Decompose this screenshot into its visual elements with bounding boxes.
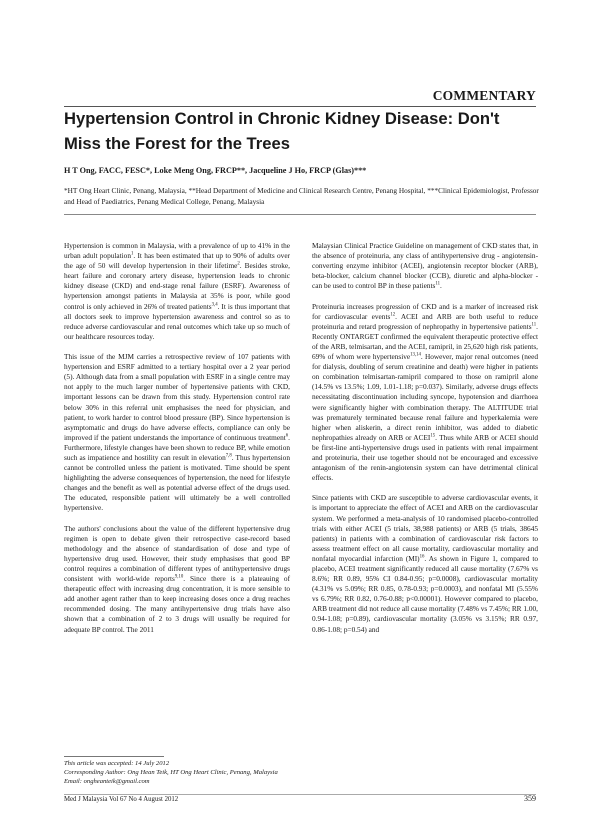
paragraph: The authors' conclusions about the value of the different hypertensive drug regimen is open to debate given their retrospective case-record based methodology and the absence of standardisation of dose and type of hypertensive drug used. However, their study emphasises that good BP control requires a combination of different types of antihypertensive drugs consistent with world-wide reports$^{9,10}$. Since there is a plateauing of therapeutic effect with increasing drug concentration, it is more sensible to add another agent rather than to keep increasing doses once a drug reaches recommended dosing. The many antihypertensive drug trials have also shown that a combination of 2 to 3 drugs will usually be required for adequate BP control. The 2011 (64, 523, 291, 634)
section-label: COMMENTARY (432, 88, 536, 103)
accepted-date: This article was accepted: 14 July 2012 (64, 760, 170, 767)
footnote-rule (64, 756, 164, 757)
paragraph: Malaysian Clinical Practice Guideline on management of CKD states that, in the absence of proteinuria, any class of antihypertensive drug - angiotensin-converting enzyme inhibitor (ACEI), angiotensin receptor blocker (ARB), beta-blocker, calcium channel blocker (CCB), diuretic and alpha-blocker - can be used to control BP in these patients$^{11}$. (312, 241, 538, 291)
journal-citation: Med J Malaysia Vol 67 No 4 August 2012 (64, 796, 179, 803)
affiliation-rule (64, 214, 536, 215)
left-column (64, 241, 290, 645)
footer-rule (64, 794, 536, 795)
email-address: Email: ongheanteik@gmail.com (64, 778, 150, 785)
footnotes (64, 759, 534, 786)
paragraph: Since patients with CKD are susceptible to adverse cardiovascular events, it is important to appreciate the effect of ACEI and ARB on the cardiovascular system. We performed a meta-analysis of 10 randomised placebo-controlled trials with either ACEI (5 trials, 38,988 patients) or ARB (5 trials, 38645 patients) in patients with a combination of cardiovascular risk factors to assess treatment effect on all cause mortality, cardiovascular mortality and nonfatal myocardial infarction (MI)$^{16}$. As shown in Figure 1, compared to placebo, ACEI treatment significantly reduced all cause mortality (7.67% vs 8.6%; RR 0.89, 95% CI 0.84-0.95; p=0.0008), cardiovascular mortality (4.31% vs 5.09%; RR 0.85, 0.78-0.93; p=0.0003), and nonfatal MI (5.55% vs 6.79%; RR 0.82, 0.76-0.88; p<0.00001). However compared to placebo, ARB treatment did not reduce all cause mortality (7.48% vs 7.45%; RR 1.00, 0.94-1.08; p=0.89), cardiovascular mortality (3.05% vs 3.15%; RR 0.97, 0.86-1.08; p=0.54) and (312, 493, 538, 634)
article-title: Hypertension Control in Chronic Kidney Disease: Don't Miss the Forest for the Trees (64, 109, 500, 153)
paragraph: Hypertension is common in Malaysia, with a prevalence of up to 41% in the urban adult population$^1$. It has been estimated that up to 90% of adults over the age of 50 will develop hypertension in their lifetime$^2$. Besides stroke, heart failure and coronary artery disease, hypertension leads to chronic kidney disease (CKD) and end-stage renal failure (ESRF). Awareness of hypertension amongst patients in Malaysia at 35% is poor, while good control is only achieved in 26% of treated patients$^{3,4}$. It is thus important that all doctors seek to improve hypertension awareness and control so as to reduce adverse cardiovascular and renal outcomes which take up so much of our healthcare resources today. (64, 241, 290, 341)
paragraph: Proteinuria increases progression of CKD and is a marker of increased risk for cardiovascular events$^{12}$. ACEI and ARB are both useful to reduce proteinuria and retard progression of nephropathy in hypertensive patients$^{11}$. Recently ONTARGET confirmed the equivalent therapeutic protective effect of the ARB, telmisartan, and the ACEI, ramipril, in 25,620 high risk patients, 69% of whom were hypertensive$^{13,14}$. However, major renal outcomes (need for dialysis, doubling of serum creatinine and death) were higher in patients on combination telmisartan-ramipril compared to those on ramipril alone (14.5% vs 13.5%; 1.09, 1.01-1.18; p=0.037). Similarly, adverse drugs effects necessitating discontinuation including syncope, hypotension and diarrhoea were significantly higher with combination therapy. The ALTITUDE trial was prematurely terminated because renal failure and hyperkalemia were higher when aliskerin, a direct renin inhibitor, was added to diabetic nephropathies already on ARB or ACEI$^{15}$. Thus while ARB or ACEI should be first-line anti-hypertensive drugs used in patients with renal impairment and proteinuria, their use together should not be encouraged and excessive antagonism of the renin-angiotensin system can have detrimental clinical effects. (312, 301, 538, 483)
page-number: 359 (524, 794, 536, 803)
affiliation: *HT Ong Heart Clinic, Penang, Malaysia, **Head Department of Medicine and Clinical Research Centre, Penang Hospital, ***Clinical Epidemiologist, Professor and Head of Paediatrics, Penang Medical College, Penang, Malaysia (64, 186, 539, 206)
author-list: H T Ong, FACC, FESC*, Loke Meng Ong, FRCP**, Jacqueline J Ho, FRCP (Glas)*** (64, 166, 367, 175)
right-column (312, 241, 538, 645)
paragraph: This issue of the MJM carries a retrospective review of 107 patients with hypertension and ESRF admitted to a tertiary hospital over a 2 year period (5). Although data from a small population with ESRF in a single centre may not apply to the much larger number of hypertensive patients with CKD, important lessons can be drawn from this study. Hypertension control rate below 30% in this referral unit emphasises the need for physician, and patient, to work harder to control blood pressure (BP). Since hypertension is asymptomatic and drugs do have adverse effects, compliance can only be improved if the patient understands the importance of continuous treatment$^6$. Furthermore, lifestyle changes have been shown to reduce BP, while emotion such as impatience and hostility can result in elevation$^{7,8}$. Thus hypertension cannot be controlled unless the patient is motivated. Time should be spent highlighting the adverse consequences of hypertension, the need for lifestyle changes and the benefit as well as potential adverse effect of the drugs used. The educated, responsible patient will ultimately be a well controlled hypertensive. (64, 352, 290, 513)
corresponding-author: Corresponding Author: Ong Hean Teik, HT Ong Heart Clinic, Penang, Malaysia (64, 769, 278, 776)
